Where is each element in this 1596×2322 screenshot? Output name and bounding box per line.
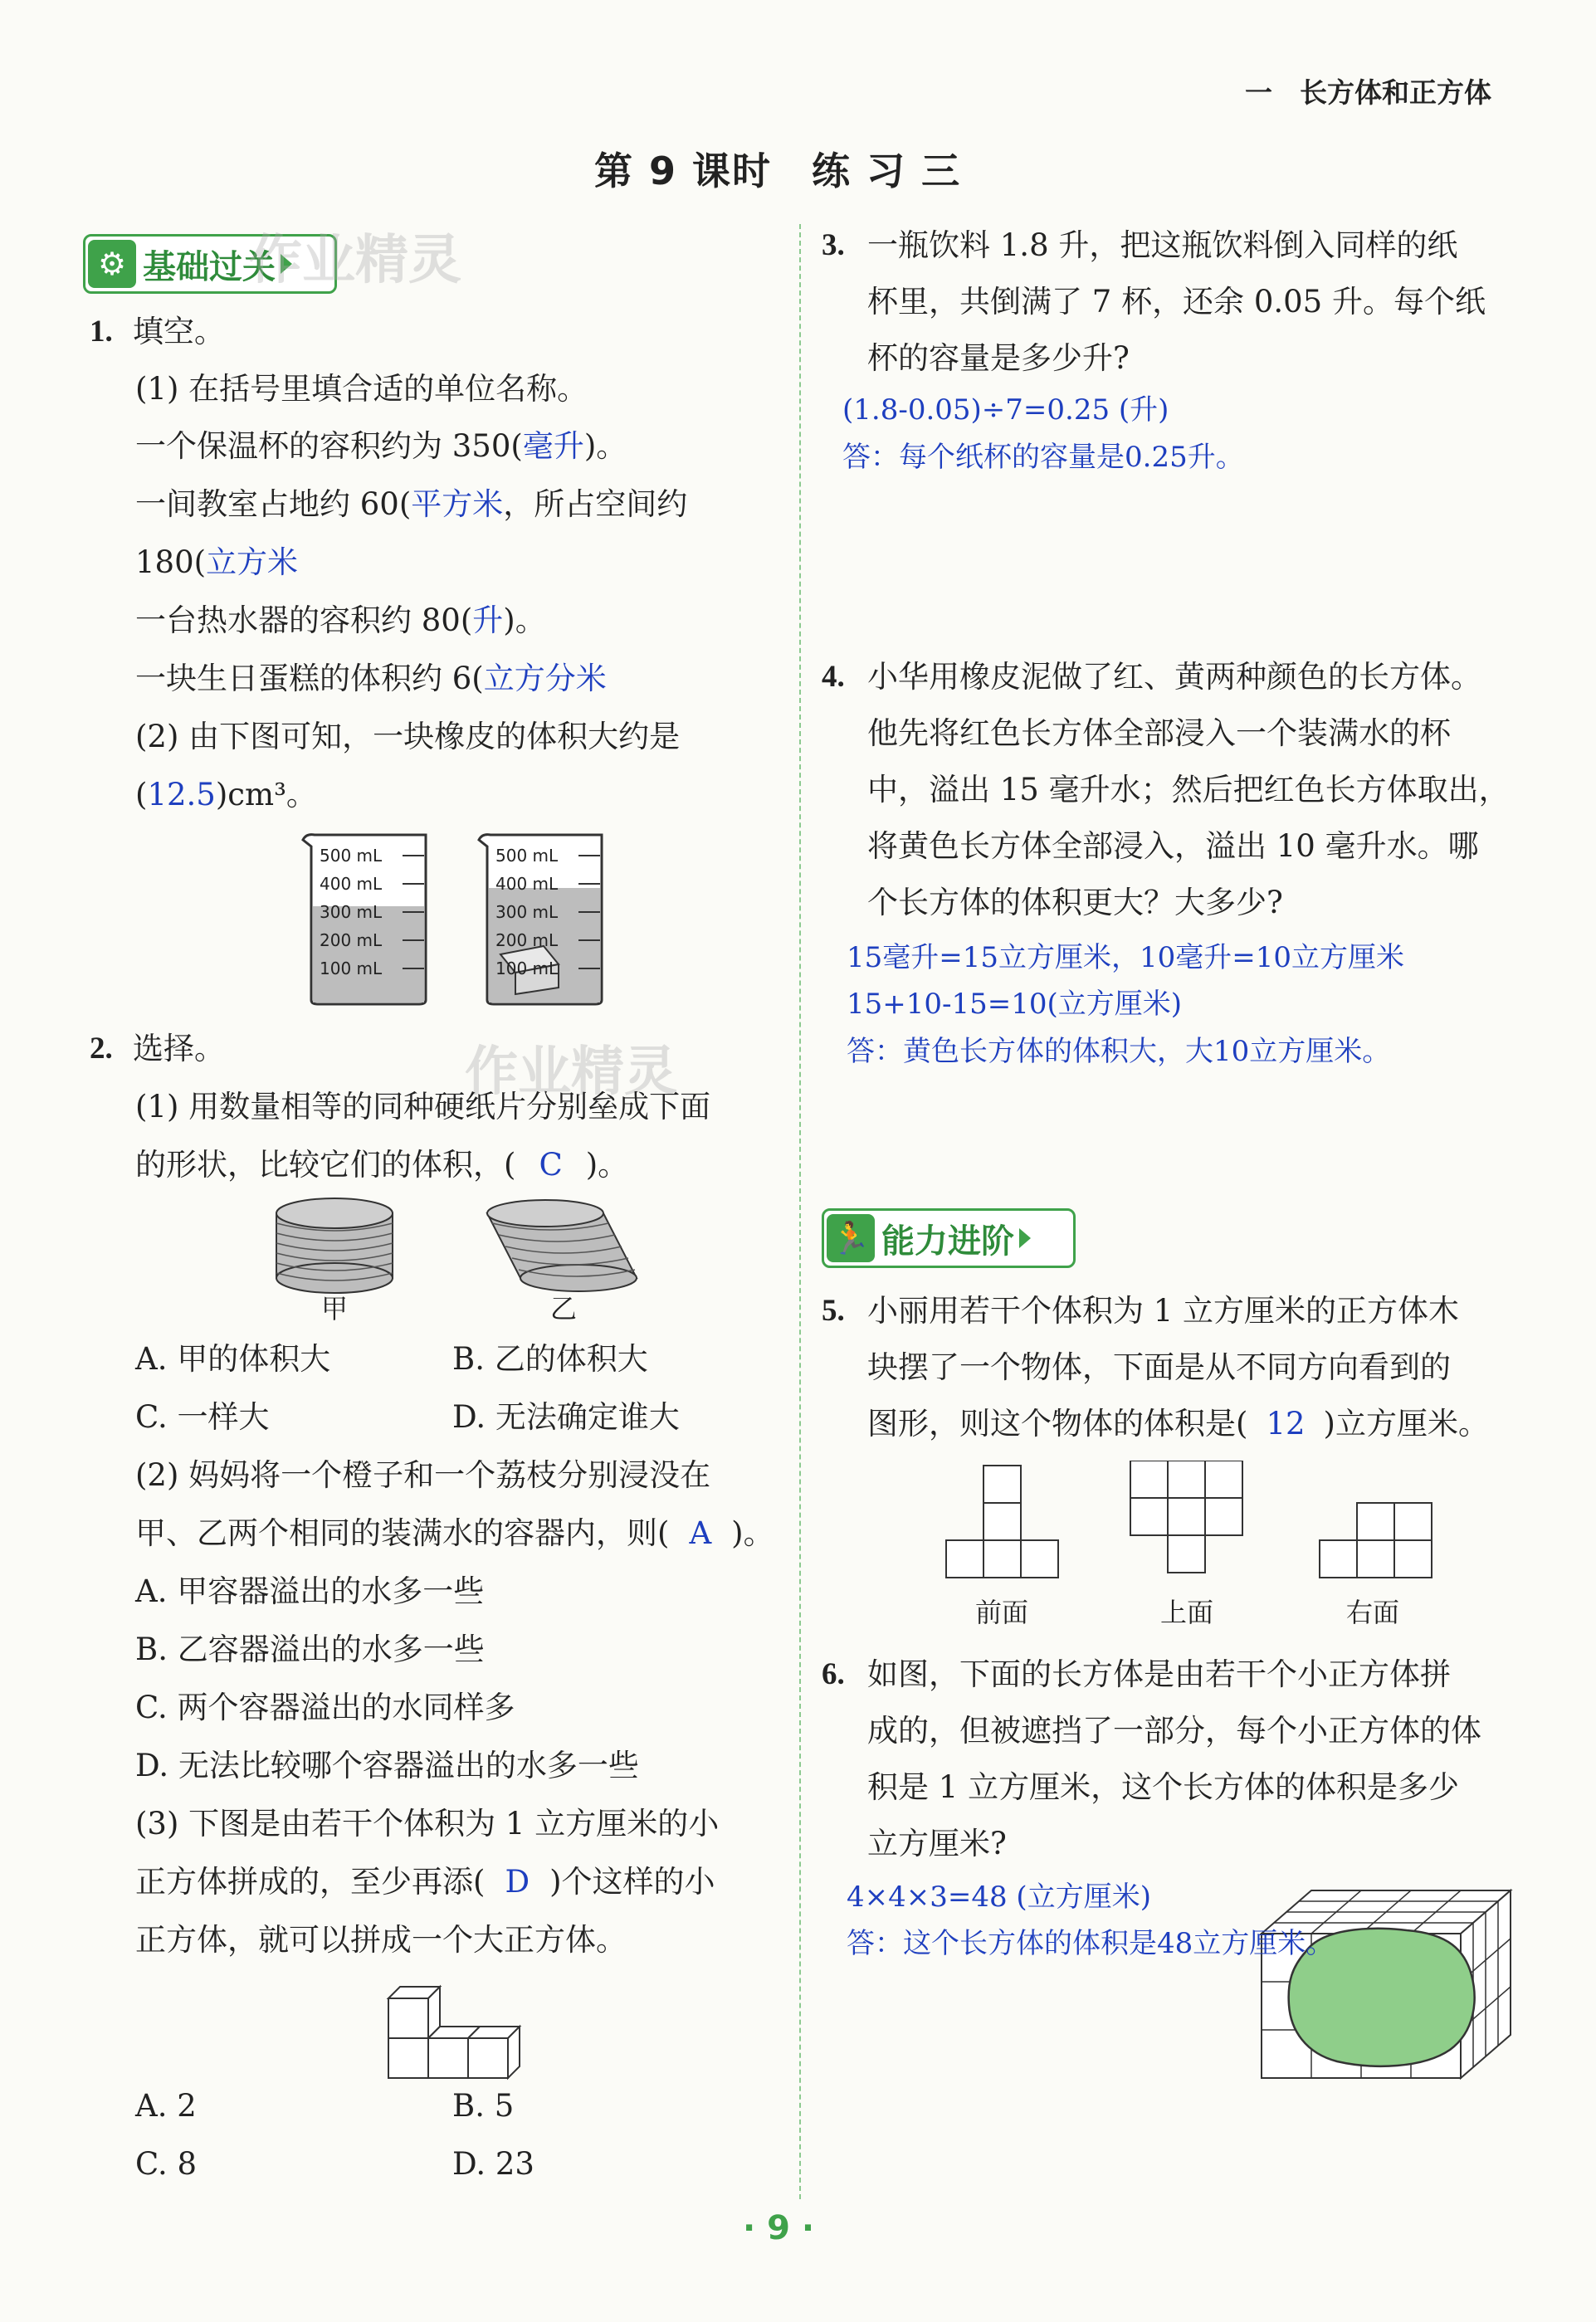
- three-views-figure: [934, 1461, 1448, 1589]
- section-badge-advance: [822, 1208, 1076, 1268]
- figure-label: 乙: [550, 1293, 578, 1324]
- question-stem: 选择。: [133, 1031, 225, 1066]
- question-line: 如图，下面的长方体是由若干个小正方体拼: [867, 1656, 1451, 1692]
- option: C. 一样大: [135, 1399, 270, 1435]
- section-title: 基础过关: [143, 247, 276, 286]
- sub-question: (1) 用数量相等的同种硬纸片分别垒成下面: [135, 1089, 711, 1124]
- front-view: [946, 1466, 1058, 1578]
- section-title: 能力进阶: [881, 1222, 1014, 1261]
- answer: 立方米: [206, 544, 299, 580]
- answer: A: [689, 1515, 712, 1551]
- question-line: 积是 1 立方厘米，这个长方体的体积是多少: [867, 1769, 1460, 1805]
- covered-cuboid-figure: [1257, 1884, 1519, 2083]
- answer-line: 答：黄色长方体的体积大，大10立方厘米。: [847, 1035, 1391, 1068]
- question-number: 3.: [822, 228, 845, 262]
- question-line: 将黄色长方体全部浸入，溢出 10 毫升水。哪: [867, 828, 1479, 864]
- question-number: 4.: [822, 660, 845, 694]
- answer-line: 15+10-15=10(立方厘米): [847, 988, 1183, 1021]
- beaker-mark: 100 mL: [495, 959, 559, 978]
- option: B. 乙容器溢出的水多一些: [135, 1632, 485, 1667]
- answer: D: [505, 1864, 530, 1900]
- answer-line: (1.8-0.05)÷7=0.25 (升): [842, 393, 1169, 427]
- question-line: 个长方体的体积更大？大多少?: [867, 885, 1283, 920]
- fill-line: 图形，则这个物体的体积是( 12 )立方厘米。: [867, 1406, 1489, 1441]
- fill-line: 甲、乙两个相同的装满水的容器内，则( A )。: [135, 1515, 774, 1551]
- watermark: 作业精灵: [465, 1041, 677, 1103]
- question-number: 6.: [822, 1657, 845, 1691]
- beakers-figure: [295, 830, 610, 1008]
- figure-label: 甲: [321, 1293, 349, 1324]
- fill-line: 一间教室占地约 60(平方米，所占空间约: [135, 486, 688, 522]
- beaker-mark: 400 mL: [320, 874, 383, 894]
- sub-question: (2) 妈妈将一个橙子和一个荔枝分别浸没在: [135, 1457, 711, 1493]
- question-stem: 填空。: [133, 314, 225, 349]
- answer: 12: [1266, 1406, 1306, 1441]
- sub-question: (3) 下图是由若干个体积为 1 立方厘米的小: [135, 1806, 720, 1842]
- answer: 平方米: [411, 486, 504, 522]
- right-view: [1320, 1503, 1432, 1578]
- paper-stacks-figure: [270, 1195, 643, 1303]
- page-title: 第 9 课时 练 习 三: [594, 149, 962, 193]
- question-number: 5.: [822, 1294, 845, 1328]
- fill-line: 的形状，比较它们的体积，( C )。: [135, 1147, 629, 1183]
- fill-line: 180(立方米: [135, 544, 299, 580]
- answer-line: 4×4×3=48 (立方厘米): [847, 1881, 1151, 1914]
- answer-line: 答：这个长方体的体积是48立方厘米。: [847, 1927, 1335, 1960]
- view-label: 前面: [975, 1597, 1029, 1628]
- option: A. 甲的体积大: [135, 1341, 331, 1377]
- option: A. 甲容器溢出的水多一些: [135, 1573, 485, 1609]
- sub-question: 正方体，就可以拼成一个大正方体。: [135, 1922, 627, 1958]
- stack-slanted: [487, 1200, 637, 1291]
- column-divider: [799, 224, 801, 2199]
- sub-question: (1) 在括号里填合适的单位名称。: [135, 371, 588, 407]
- option: A. 2: [135, 2088, 197, 2124]
- question-line: 小丽用若干个体积为 1 立方厘米的正方体木: [867, 1293, 1460, 1329]
- option: B. 5: [452, 2088, 515, 2124]
- fill-line: (12.5)cm³。: [135, 777, 317, 812]
- fill-line: 一块生日蛋糕的体积约 6(立方分米: [135, 661, 607, 696]
- watermark: 作业精灵: [249, 230, 461, 291]
- cube-stack-figure: [382, 1973, 531, 2081]
- question-line: 一瓶饮料 1.8 升，把这瓶饮料倒入同样的纸: [867, 227, 1458, 263]
- question-number: 1.: [90, 315, 113, 349]
- question-line: 杯的容量是多少升?: [867, 340, 1130, 376]
- stack-straight: [276, 1198, 393, 1293]
- beaker-right: [479, 835, 602, 1004]
- question-number: 2.: [90, 1032, 113, 1066]
- option: D. 无法确定谁大: [452, 1399, 680, 1435]
- answer: C: [539, 1147, 563, 1183]
- question-line: 小华用橡皮泥做了红、黄两种颜色的长方体。: [867, 659, 1481, 695]
- beaker-mark: 200 mL: [320, 930, 383, 950]
- view-label: 右面: [1346, 1597, 1400, 1628]
- question-line: 块摆了一个物体，下面是从不同方向看到的: [867, 1349, 1451, 1385]
- answer-line: 15毫升=15立方厘米，10毫升=10立方厘米: [847, 941, 1405, 974]
- answer: 立方分米: [483, 661, 607, 696]
- chapter-header: 一 长方体和正方体: [1245, 76, 1491, 109]
- beaker-left: [303, 835, 426, 1004]
- fill-line: 正方体拼成的，至少再添( D )个这样的小: [135, 1864, 715, 1900]
- answer-line: 答：每个纸杯的容量是0.25升。: [842, 441, 1244, 474]
- beaker-mark: 100 mL: [320, 959, 383, 978]
- fill-line: 一台热水器的容积约 80(升)。: [135, 602, 546, 638]
- sub-question: (2) 由下图可知，一块橡皮的体积大约是: [135, 719, 681, 754]
- option: C. 8: [135, 2146, 198, 2182]
- question-line: 成的，但被遮挡了一部分，每个小正方体的体: [867, 1713, 1481, 1749]
- answer: 12.5: [147, 777, 216, 812]
- beaker-mark: 500 mL: [320, 846, 383, 866]
- top-view: [1130, 1461, 1242, 1573]
- answer: 毫升: [522, 428, 584, 464]
- gear-icon: ⚙: [88, 240, 136, 288]
- question-line: 杯里，共倒满了 7 杯，还余 0.05 升。每个纸: [867, 284, 1486, 320]
- beaker-mark: 500 mL: [495, 846, 559, 866]
- option: D. 23: [452, 2146, 534, 2182]
- beaker-mark: 300 mL: [495, 902, 559, 922]
- option: B. 乙的体积大: [452, 1341, 648, 1377]
- question-line: 立方厘米?: [867, 1826, 1007, 1861]
- runner-icon: 🏃: [827, 1214, 875, 1262]
- beaker-mark: 200 mL: [495, 930, 559, 950]
- option: D. 无法比较哪个容器溢出的水多一些: [135, 1748, 639, 1783]
- beaker-mark: 400 mL: [495, 874, 559, 894]
- question-line: 中，溢出 15 毫升水；然后把红色长方体取出，: [867, 772, 1510, 807]
- answer: 升: [472, 602, 504, 638]
- question-line: 他先将红色长方体全部浸入一个装满水的杯: [867, 715, 1451, 751]
- beaker-mark: 300 mL: [320, 902, 383, 922]
- page-number: · 9 ·: [743, 2209, 815, 2247]
- view-label: 上面: [1160, 1597, 1214, 1628]
- fill-line: 一个保温杯的容积约为 350(毫升)。: [135, 428, 627, 464]
- option: C. 两个容器溢出的水同样多: [135, 1690, 515, 1725]
- arrow-icon: [1019, 1228, 1031, 1248]
